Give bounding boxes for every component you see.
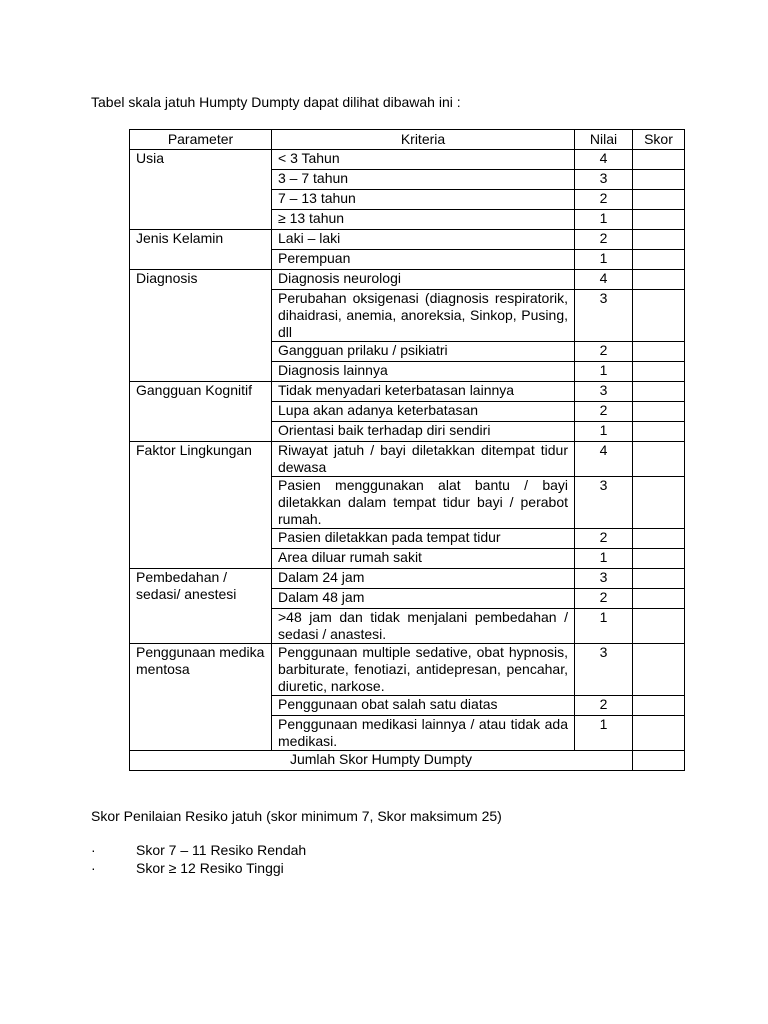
parameter-cell: Jenis Kelamin: [130, 230, 272, 270]
table-row: [130, 442, 685, 477]
skor-cell[interactable]: [633, 442, 685, 477]
parameter-cell: Usia: [130, 150, 272, 230]
skor-cell[interactable]: [633, 477, 685, 529]
nilai-cell: 2: [575, 190, 633, 210]
skor-cell[interactable]: [633, 696, 685, 716]
kriteria-cell: < 3 Tahun: [272, 150, 575, 170]
kriteria-cell: >48 jam dan tidak menjalani pembedahan / sedasi / anastesi.: [272, 609, 575, 644]
nilai-cell: 1: [575, 250, 633, 270]
nilai-cell: 3: [575, 644, 633, 696]
header-parameter: Parameter: [130, 130, 272, 150]
nilai-cell: 2: [575, 589, 633, 609]
nilai-cell: 4: [575, 270, 633, 290]
skor-cell[interactable]: [633, 402, 685, 422]
table-row: [130, 150, 685, 170]
kriteria-cell: Penggunaan obat salah satu diatas: [272, 696, 575, 716]
skor-cell[interactable]: [633, 362, 685, 382]
nilai-cell: 1: [575, 362, 633, 382]
kriteria-cell: Penggunaan medikasi lainnya / atau tidak ada medikasi.: [272, 716, 575, 751]
nilai-cell: 3: [575, 477, 633, 529]
nilai-cell: 1: [575, 716, 633, 751]
intro-text: Tabel skala jatuh Humpty Dumpty dapat dilihat dibawah ini :: [91, 94, 461, 110]
nilai-cell: 1: [575, 422, 633, 442]
skor-cell[interactable]: [633, 170, 685, 190]
kriteria-cell: Diagnosis neurologi: [272, 270, 575, 290]
nilai-cell: 1: [575, 549, 633, 569]
nilai-cell: 1: [575, 210, 633, 230]
table-row: [130, 230, 685, 250]
bullet-mark: ·: [91, 842, 96, 858]
total-row: [130, 751, 685, 771]
kriteria-cell: Dalam 24 jam: [272, 569, 575, 589]
kriteria-cell: Riwayat jatuh / bayi diletakkan ditempat tidur dewasa: [272, 442, 575, 477]
table-header-row: [130, 130, 685, 150]
skor-cell[interactable]: [633, 190, 685, 210]
total-label: Jumlah Skor Humpty Dumpty: [130, 751, 633, 771]
nilai-cell: 1: [575, 609, 633, 644]
score-summary: Skor Penilaian Resiko jatuh (skor minimum 7, Skor maksimum 25): [91, 808, 502, 824]
skor-cell[interactable]: [633, 589, 685, 609]
bullet-mark: ·: [91, 860, 96, 876]
kriteria-cell: Pasien menggunakan alat bantu / bayi diletakkan dalam tempat tidur bayi / perabot rumah.: [272, 477, 575, 529]
kriteria-cell: 7 – 13 tahun: [272, 190, 575, 210]
skor-cell[interactable]: [633, 230, 685, 250]
nilai-cell: 2: [575, 402, 633, 422]
table-row: [130, 569, 685, 589]
skor-cell[interactable]: [633, 210, 685, 230]
skor-cell[interactable]: [633, 250, 685, 270]
skor-cell[interactable]: [633, 150, 685, 170]
kriteria-cell: Orientasi baik terhadap diri sendiri: [272, 422, 575, 442]
nilai-cell: 2: [575, 342, 633, 362]
table-row: [130, 644, 685, 696]
nilai-cell: 3: [575, 569, 633, 589]
kriteria-cell: 3 – 7 tahun: [272, 170, 575, 190]
skor-cell[interactable]: [633, 549, 685, 569]
kriteria-cell: Diagnosis lainnya: [272, 362, 575, 382]
parameter-cell: Gangguan Kognitif: [130, 382, 272, 442]
skor-cell[interactable]: [633, 422, 685, 442]
skor-cell[interactable]: [633, 569, 685, 589]
skor-cell[interactable]: [633, 270, 685, 290]
header-skor: Skor: [633, 130, 685, 150]
header-kriteria: Kriteria: [272, 130, 575, 150]
skor-cell[interactable]: [633, 342, 685, 362]
total-skor-cell[interactable]: [633, 751, 685, 771]
table-body: [130, 150, 685, 771]
nilai-cell: 3: [575, 290, 633, 342]
parameter-cell: Diagnosis: [130, 270, 272, 382]
kriteria-cell: Perempuan: [272, 250, 575, 270]
parameter-cell: Penggunaan medika mentosa: [130, 644, 272, 751]
nilai-cell: 3: [575, 382, 633, 402]
kriteria-cell: Pasien diletakkan pada tempat tidur: [272, 529, 575, 549]
parameter-cell: Faktor Lingkungan: [130, 442, 272, 569]
humpty-dumpty-table: [129, 129, 685, 771]
kriteria-cell: Area diluar rumah sakit: [272, 549, 575, 569]
table-row: [130, 382, 685, 402]
header-nilai: Nilai: [575, 130, 633, 150]
table-row: [130, 270, 685, 290]
risk-high-text: Skor ≥ 12 Resiko Tinggi: [136, 860, 284, 876]
skor-cell[interactable]: [633, 644, 685, 696]
skor-cell[interactable]: [633, 716, 685, 751]
kriteria-cell: Gangguan prilaku / psikiatri: [272, 342, 575, 362]
kriteria-cell: Laki – laki: [272, 230, 575, 250]
nilai-cell: 4: [575, 442, 633, 477]
skor-cell[interactable]: [633, 609, 685, 644]
nilai-cell: 2: [575, 529, 633, 549]
kriteria-cell: Dalam 48 jam: [272, 589, 575, 609]
risk-low-text: Skor 7 – 11 Resiko Rendah: [136, 842, 307, 858]
kriteria-cell: Lupa akan adanya keterbatasan: [272, 402, 575, 422]
kriteria-cell: Tidak menyadari keterbatasan lainnya: [272, 382, 575, 402]
kriteria-cell: Penggunaan multiple sedative, obat hypnosis, barbiturate, fenotiazi, antidepresan, pencahar, diuretic, narkose.: [272, 644, 575, 696]
nilai-cell: 4: [575, 150, 633, 170]
skor-cell[interactable]: [633, 529, 685, 549]
nilai-cell: 2: [575, 230, 633, 250]
skor-cell[interactable]: [633, 382, 685, 402]
parameter-cell: Pembedahan / sedasi/ anestesi: [130, 569, 272, 644]
nilai-cell: 3: [575, 170, 633, 190]
nilai-cell: 2: [575, 696, 633, 716]
kriteria-cell: Perubahan oksigenasi (diagnosis respiratorik, dihaidrasi, anemia, anoreksia, Sinkop, Pusing, dll: [272, 290, 575, 342]
kriteria-cell: ≥ 13 tahun: [272, 210, 575, 230]
skor-cell[interactable]: [633, 290, 685, 342]
